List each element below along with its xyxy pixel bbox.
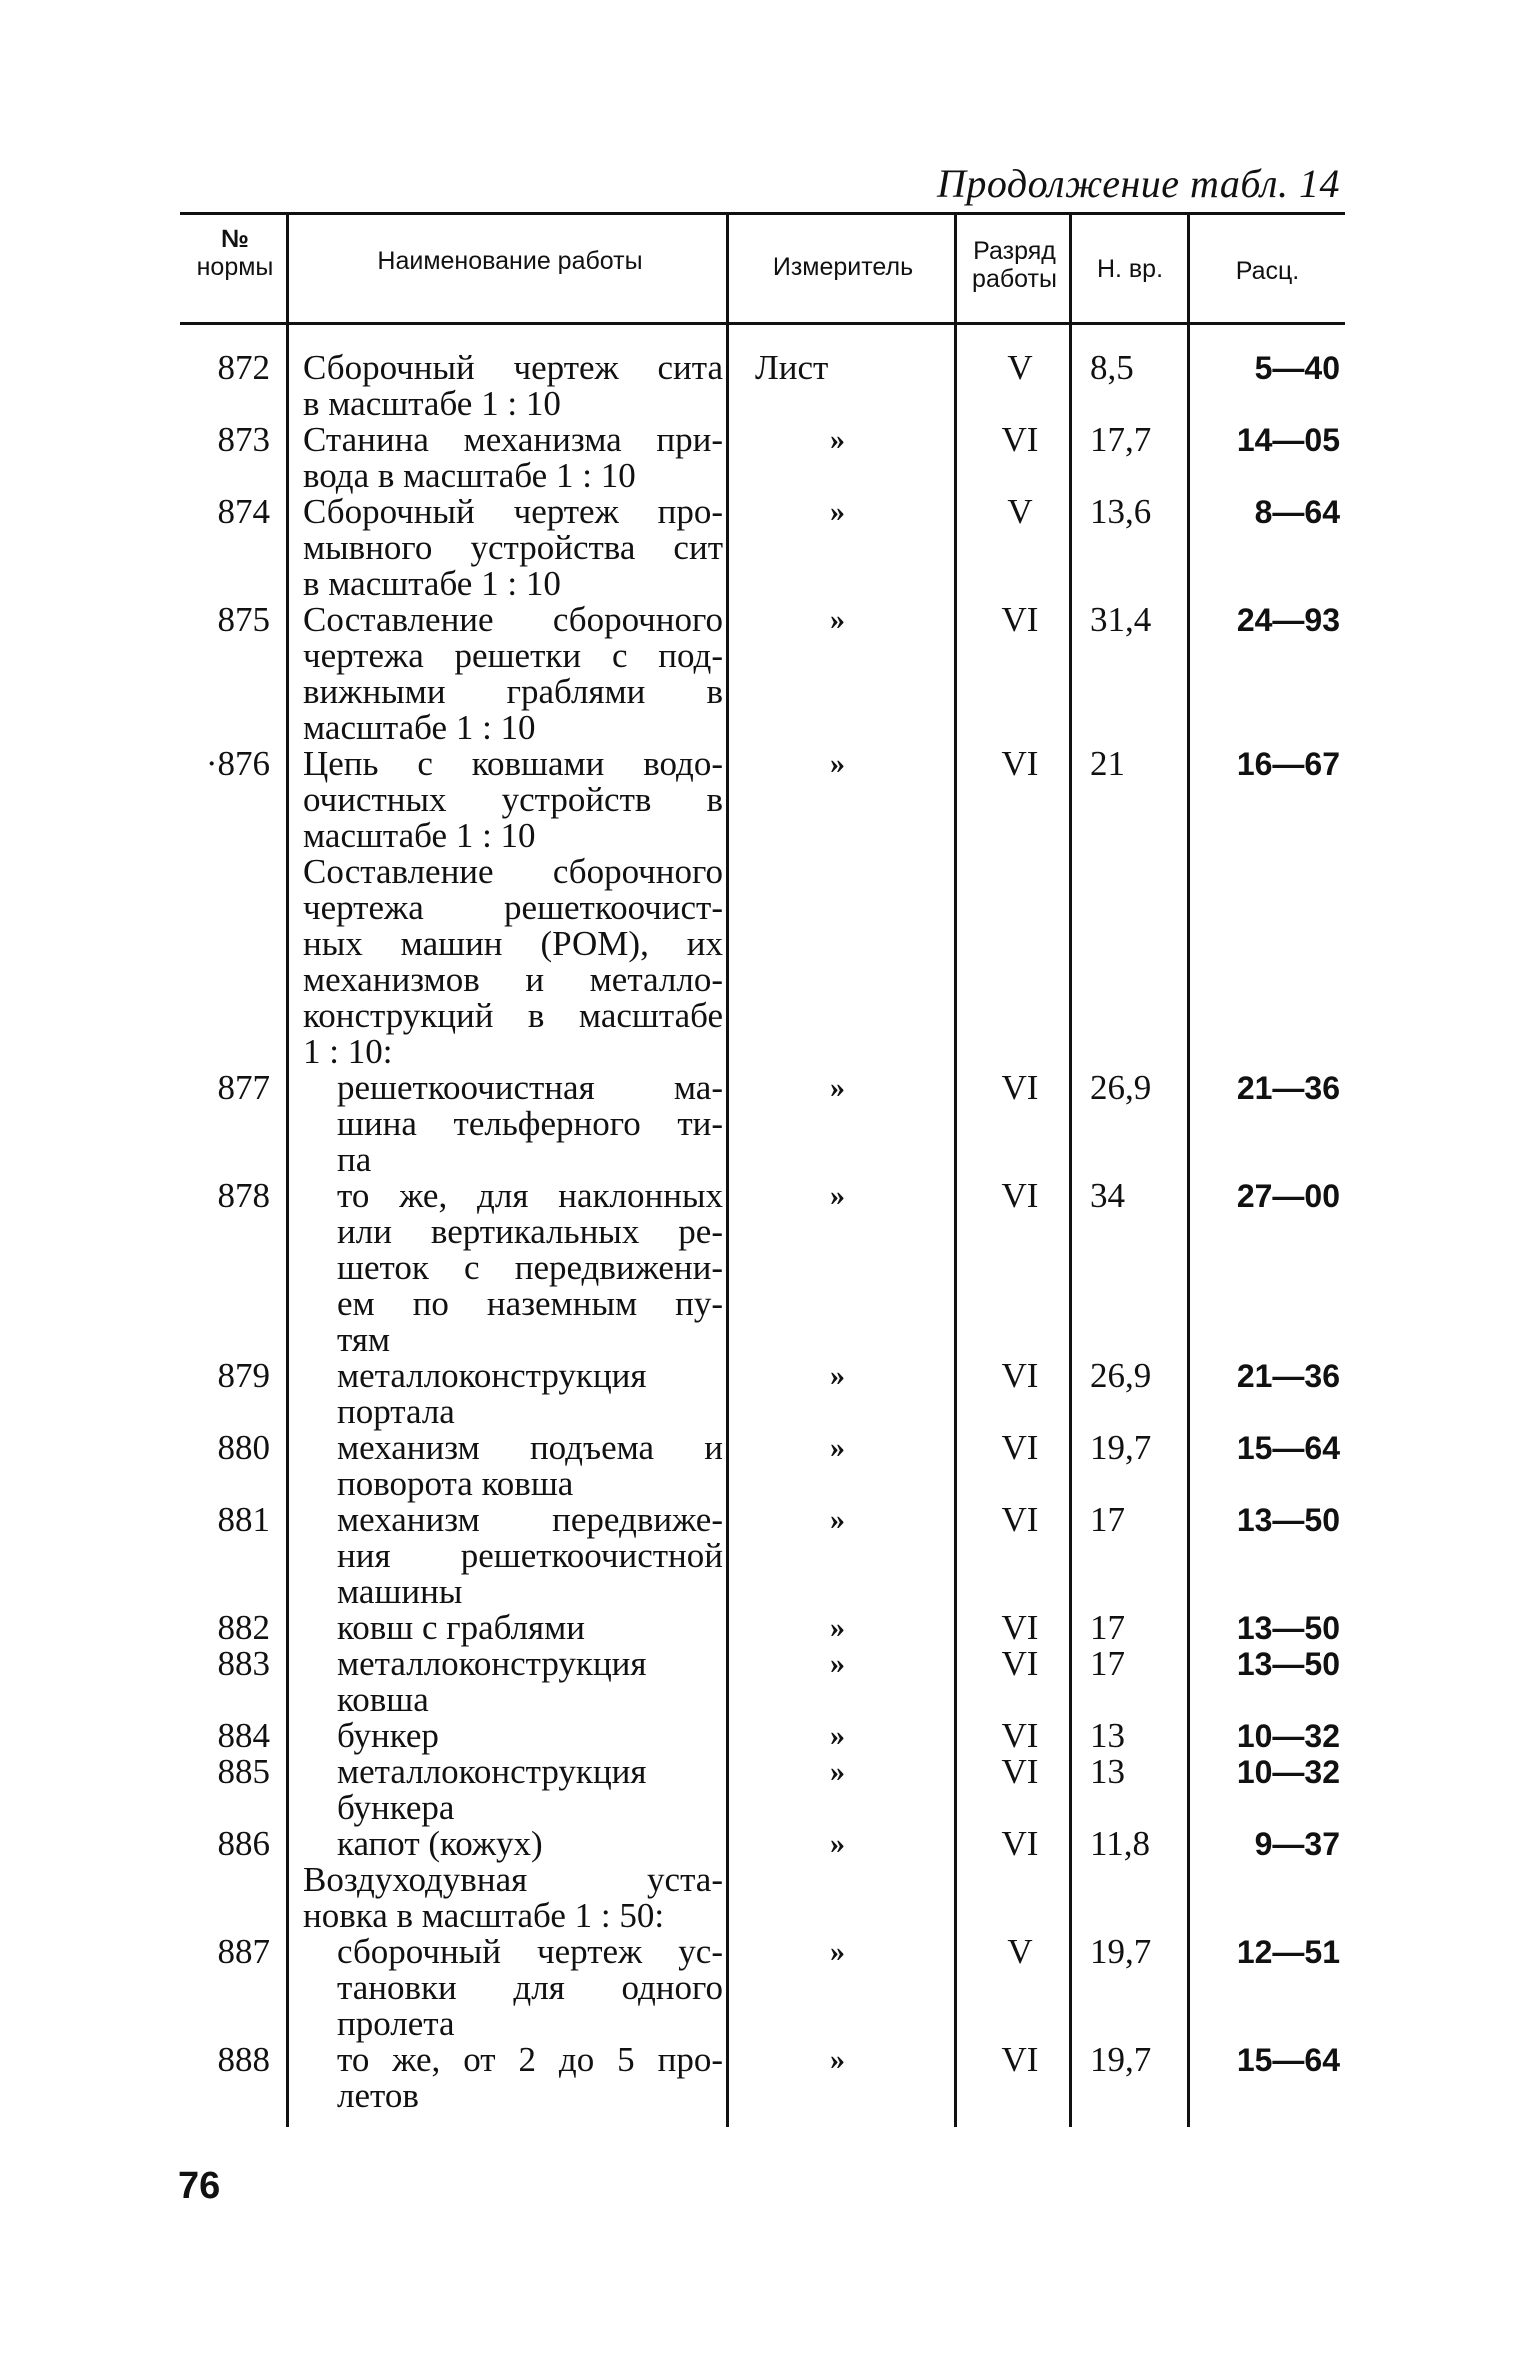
row-number: 878	[217, 1176, 270, 1215]
row-work-name-line: мывного устройства сит	[303, 528, 723, 567]
header-hours: Н. вр.	[1096, 255, 1164, 283]
row-hours: 11,8	[1090, 1824, 1150, 1863]
table-row	[0, 422, 1535, 494]
row-work-name	[337, 1646, 723, 1718]
header-rate: Расц.	[1235, 257, 1300, 285]
row-number: 873	[217, 420, 270, 459]
row-hours: 31,4	[1090, 600, 1152, 639]
row-work-name-line: шина тельферного ти-	[337, 1104, 723, 1143]
row-hours: 34	[1090, 1176, 1125, 1215]
row-work-name-line: Составление сборочного	[303, 852, 723, 891]
row-work-name	[337, 1358, 723, 1430]
row-number: 883	[217, 1644, 270, 1683]
table-row	[0, 1934, 1535, 2042]
row-number: 887	[217, 1932, 270, 1971]
row-work-name	[303, 422, 723, 494]
row-work-name	[303, 746, 723, 854]
row-measure: »	[830, 1647, 845, 1680]
row-work-name	[337, 1934, 723, 2042]
row-grade: VI	[1001, 1428, 1039, 1467]
table-row	[0, 1826, 1535, 1862]
row-work-name-line: ем по наземным пу-	[337, 1284, 723, 1323]
row-work-name-line: машины	[337, 1572, 463, 1611]
table-row	[0, 1610, 1535, 1646]
row-hours: 26,9	[1090, 1068, 1152, 1107]
row-work-name-line: металлоконструкция	[337, 1644, 647, 1683]
row-grade: VI	[1001, 1716, 1039, 1755]
row-hours: 19,7	[1090, 1932, 1152, 1971]
table-row	[0, 1070, 1535, 1178]
header-name: Наименование работы	[377, 247, 643, 275]
row-work-name-line: новка в масштабе 1 : 50:	[303, 1896, 665, 1935]
row-number: 886	[217, 1824, 270, 1863]
row-hours: 26,9	[1090, 1356, 1152, 1395]
row-grade: V	[1007, 348, 1033, 387]
row-work-name-line: в масштабе 1 : 10	[303, 384, 561, 423]
row-work-name-line: 1 : 10:	[303, 1032, 393, 1071]
row-number: 877	[217, 1068, 270, 1107]
row-measure: »	[830, 1827, 845, 1860]
row-hours: 17	[1090, 1644, 1125, 1683]
header-grade-line1: Разряд	[973, 237, 1056, 265]
row-number: 874	[217, 492, 270, 531]
row-grade: VI	[1001, 1500, 1039, 1539]
row-rate: 21—36	[1236, 1070, 1340, 1106]
row-grade: V	[1007, 1932, 1033, 1971]
header-measure: Измеритель	[772, 253, 914, 281]
row-hours: 13	[1090, 1752, 1125, 1791]
row-work-name-line: чертежа решетки с под-	[303, 636, 723, 675]
row-work-name-line: тям	[337, 1320, 391, 1359]
row-work-name-line: или вертикальных ре-	[337, 1212, 723, 1251]
table-row	[0, 1754, 1535, 1826]
row-work-name-line: бункера	[337, 1788, 455, 1827]
row-work-name-line: ных машин (РОМ), их	[303, 924, 723, 963]
row-grade: VI	[1001, 2040, 1039, 2079]
row-hours: 17,7	[1090, 420, 1152, 459]
row-work-name-line: Сборочный чертеж сита	[303, 348, 723, 387]
row-work-name-line: очистных устройств в	[303, 780, 723, 819]
row-hours: 21	[1090, 744, 1125, 783]
row-measure: »	[830, 603, 845, 636]
header-grade	[957, 237, 1072, 293]
row-work-name-line: летов	[337, 2076, 419, 2115]
row-work-name	[337, 1070, 723, 1178]
row-grade: V	[1007, 492, 1033, 531]
table-row	[0, 1178, 1535, 1358]
row-rate: 12—51	[1236, 1934, 1340, 1970]
table-row	[0, 1358, 1535, 1430]
table-caption: Продолжение табл. 14	[936, 161, 1340, 206]
row-work-name	[303, 854, 723, 1070]
row-hours: 13,6	[1090, 492, 1152, 531]
row-rate: 13—50	[1236, 1502, 1340, 1538]
row-measure: »	[830, 495, 845, 528]
row-work-name	[337, 1610, 723, 1646]
row-grade: VI	[1001, 420, 1039, 459]
row-measure: Лист	[755, 348, 829, 387]
table-row	[0, 1502, 1535, 1610]
row-number: 882	[217, 1608, 270, 1647]
row-rate: 15—64	[1236, 2042, 1340, 2078]
row-work-name-line: Составление сборочного	[303, 600, 723, 639]
row-work-name	[337, 1718, 723, 1754]
row-work-name-line: механизм передвиже-	[337, 1500, 723, 1539]
row-work-name-line: ния решеткоочистной	[337, 1536, 723, 1575]
row-work-name-line: бункер	[337, 1716, 439, 1755]
row-work-name-line: металлоконструкция	[337, 1752, 647, 1791]
row-work-name-line: Цепь с ковшами водо-	[303, 744, 723, 783]
row-grade: VI	[1001, 600, 1039, 639]
header-number-label: нормы	[196, 253, 274, 281]
row-work-name-line: сборочный чертеж ус-	[337, 1932, 723, 1971]
row-hours: 17	[1090, 1608, 1125, 1647]
row-number: 885	[217, 1752, 270, 1791]
row-work-name	[303, 350, 723, 422]
row-number: 875	[217, 600, 270, 639]
row-work-name-line: механизмов и металло-	[303, 960, 723, 999]
row-work-name-line: Сборочный чертеж про-	[303, 492, 723, 531]
row-grade: VI	[1001, 1644, 1039, 1683]
table-row	[0, 2042, 1535, 2114]
row-work-name-line: решеткоочистная ма-	[337, 1068, 723, 1107]
row-work-name	[337, 2042, 723, 2114]
row-grade: VI	[1001, 1356, 1039, 1395]
row-rate: 27—00	[1236, 1178, 1340, 1214]
header-bottom-rule	[180, 322, 1345, 325]
table-row	[0, 350, 1535, 422]
row-work-name	[303, 602, 723, 746]
row-work-name	[303, 494, 723, 602]
row-work-name-line: металлоконструкция	[337, 1356, 647, 1395]
row-number: 879	[217, 1356, 270, 1395]
row-work-name	[337, 1502, 723, 1610]
row-number: 880	[217, 1428, 270, 1467]
row-work-name	[303, 1862, 723, 1934]
row-work-name-line: конструкций в масштабе	[303, 996, 723, 1035]
row-work-name-line: Воздуходувная уста-	[303, 1860, 723, 1899]
row-rate: 13—50	[1236, 1646, 1340, 1682]
row-work-name-line: то же, для наклонных	[337, 1176, 723, 1215]
row-hours: 17	[1090, 1500, 1125, 1539]
row-number: 888	[217, 2040, 270, 2079]
row-work-name-line: в масштабе 1 : 10	[303, 564, 561, 603]
table-row	[0, 1718, 1535, 1754]
row-work-name-line: масштабе 1 : 10	[303, 708, 536, 747]
row-work-name-line: поворота ковша	[337, 1464, 574, 1503]
page-number: 76	[178, 2165, 221, 2207]
row-rate: 21—36	[1236, 1358, 1340, 1394]
row-work-name-line: ковша	[337, 1680, 429, 1719]
table-row	[0, 1430, 1535, 1502]
row-number: 881	[217, 1500, 270, 1539]
row-work-name-line: вижными граблями в	[303, 672, 723, 711]
row-measure: »	[830, 1431, 845, 1464]
row-rate: 10—32	[1236, 1754, 1340, 1790]
table-row	[0, 1862, 1535, 1934]
row-work-name-line: Станина механизма при-	[303, 420, 723, 459]
row-work-name	[337, 1178, 723, 1358]
row-grade: VI	[1001, 1176, 1039, 1215]
row-rate: 13—50	[1236, 1610, 1340, 1646]
row-hours: 19,7	[1090, 2040, 1152, 2079]
row-work-name	[337, 1430, 723, 1502]
row-measure: »	[830, 1359, 845, 1392]
row-rate: 10—32	[1236, 1718, 1340, 1754]
row-grade: VI	[1001, 744, 1039, 783]
row-rate: 8—64	[1254, 494, 1340, 530]
row-measure: »	[830, 747, 845, 780]
row-work-name-line: вода в масштабе 1 : 10	[303, 456, 636, 495]
row-rate: 16—67	[1236, 746, 1340, 782]
table-row	[0, 494, 1535, 602]
row-hours: 19,7	[1090, 1428, 1152, 1467]
table-row	[0, 1646, 1535, 1718]
row-number: ·876	[205, 744, 270, 783]
row-number: 884	[217, 1716, 270, 1755]
row-grade: VI	[1001, 1752, 1039, 1791]
table-row	[0, 746, 1535, 854]
row-measure: »	[830, 1935, 845, 1968]
row-rate: 15—64	[1236, 1430, 1340, 1466]
row-work-name-line: чертежа решеткоочист-	[303, 888, 723, 927]
row-work-name-line: механизм подъема и	[337, 1428, 723, 1467]
header-number	[180, 225, 290, 281]
row-work-name	[337, 1826, 723, 1862]
table-top-rule	[180, 212, 1345, 215]
header-number-symbol: №	[221, 225, 249, 253]
row-number: 872	[217, 348, 270, 387]
row-work-name-line: па	[337, 1140, 372, 1179]
table-row	[0, 602, 1535, 746]
row-rate: 24—93	[1236, 602, 1340, 638]
row-grade: VI	[1001, 1068, 1039, 1107]
row-work-name-line: портала	[337, 1392, 455, 1431]
row-rate: 9—37	[1254, 1826, 1340, 1862]
row-work-name-line: то же, от 2 до 5 про-	[337, 2040, 723, 2079]
table-row	[0, 854, 1535, 1070]
row-work-name	[337, 1754, 723, 1826]
row-rate: 14—05	[1236, 422, 1340, 458]
row-work-name-line: шеток с передвижени-	[337, 1248, 723, 1287]
row-work-name-line: масштабе 1 : 10	[303, 816, 536, 855]
row-work-name-line: тановки для одного	[337, 1968, 723, 2007]
row-work-name-line: ковш с граблями	[337, 1608, 586, 1647]
row-hours: 13	[1090, 1716, 1125, 1755]
row-measure: »	[830, 1719, 845, 1752]
row-grade: VI	[1001, 1824, 1039, 1863]
row-hours: 8,5	[1090, 348, 1134, 387]
row-rate: 5—40	[1254, 350, 1340, 386]
row-measure: »	[830, 1179, 845, 1212]
row-measure: »	[830, 1503, 845, 1536]
row-measure: »	[830, 1071, 845, 1104]
row-grade: VI	[1001, 1608, 1039, 1647]
row-measure: »	[830, 1611, 845, 1644]
row-work-name-line: пролета	[337, 2004, 455, 2043]
row-measure: »	[830, 423, 845, 456]
header-grade-line2: работы	[972, 265, 1057, 293]
row-measure: »	[830, 2043, 845, 2076]
row-measure: »	[830, 1755, 845, 1788]
row-work-name-line: капот (кожух)	[337, 1824, 543, 1863]
